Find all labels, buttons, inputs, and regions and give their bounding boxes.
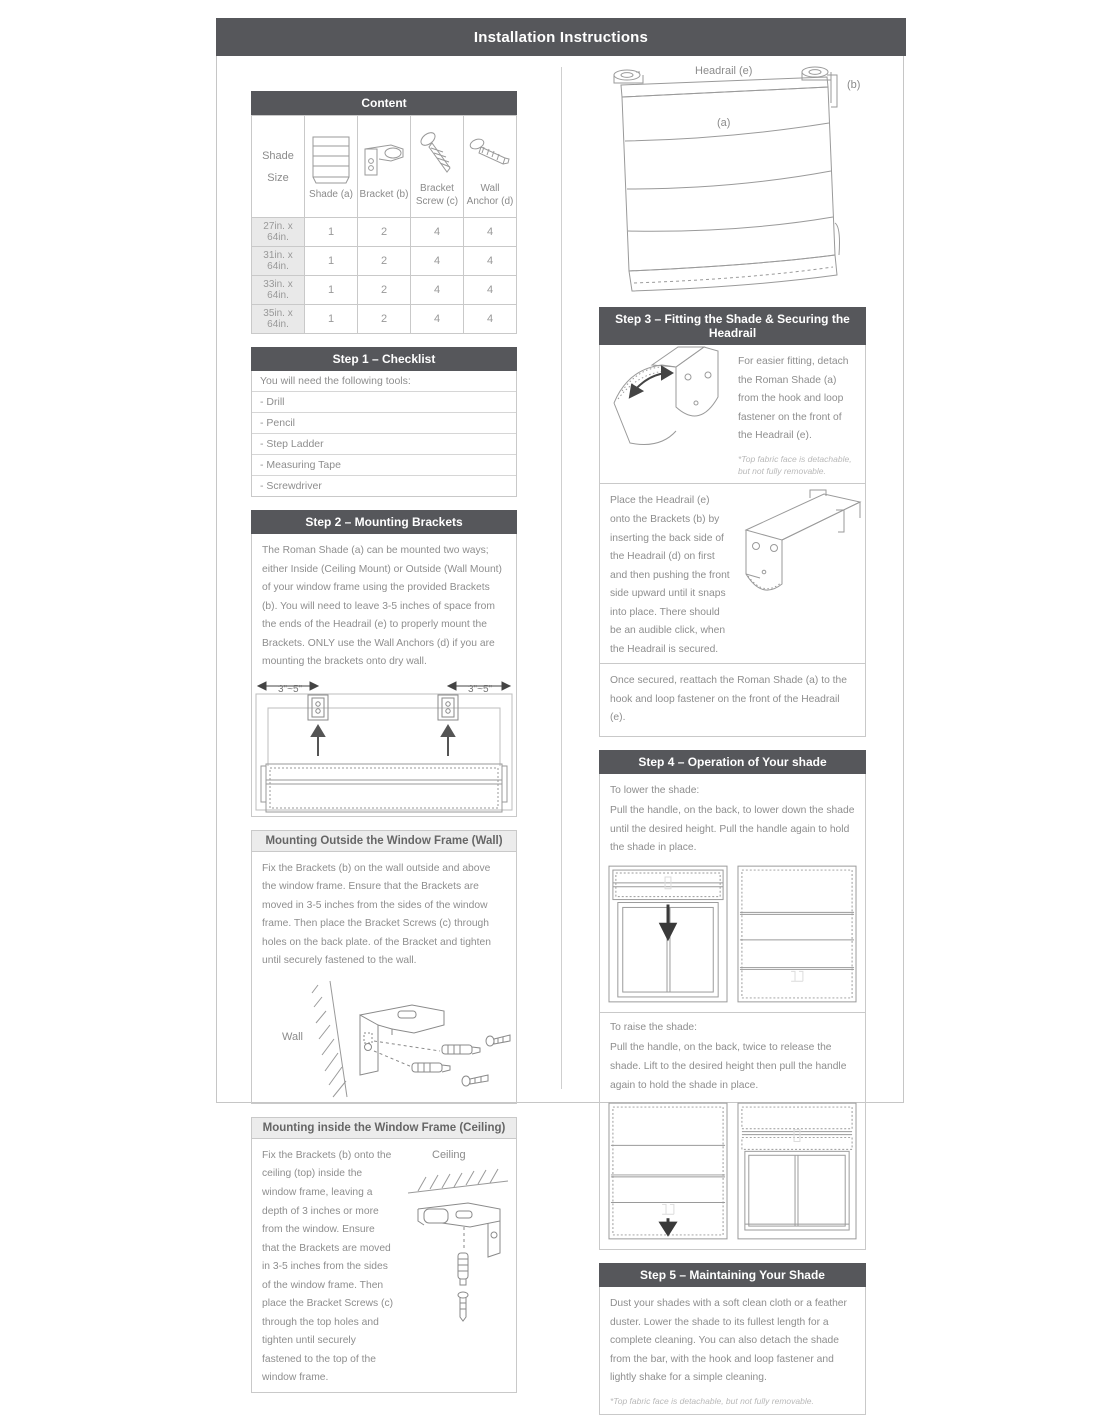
list-item: - Step Ladder [252,434,516,455]
qty-cell: 1 [305,276,358,305]
step3-box [599,345,866,737]
list-item: - Pencil [252,413,516,434]
step3-place-text: Place the Headrail (e) onto the Brackets (b) by inserting the back side of the Headrail (d) on first and then pushing the front side upward until it snaps into place. There should be an audible click, when the Headrail is secured. [610,495,730,655]
step3-detach-text-wrap [728,345,865,483]
row-size: 31in. x 64in. [252,247,305,276]
mount-ceiling-title: Mounting inside the Window Frame (Ceiling) [251,1117,517,1139]
step4-box [599,774,866,1250]
list-item: - Measuring Tape [252,455,516,476]
qty-cell: 1 [305,305,358,334]
step3-detach-row [600,345,865,484]
checklist-intro: You will need the following tools: [252,371,516,392]
window-shade-release-drawing [608,1101,728,1241]
bracket-b-label: (b) [847,79,861,91]
mount-ceiling-body: Fix the Brackets (b) onto the ceiling (top) inside the window frame, leaving a depth of 3 inches or more from the window. Ensure that the Brackets are moved in 3-5 inches from the sides of the window frame. Then place the Bracket Screws (c) through the top holes and tighten until securely fastened to the top of the window frame. [262,1149,394,1384]
content-section [251,91,517,334]
step1-section [251,347,517,497]
wall-label: Wall [282,1030,303,1043]
shade-a-label: (a) [717,117,731,129]
qty-cell: 4 [464,276,517,305]
ceiling-label: Ceiling [432,1148,466,1161]
right-column [599,59,866,1428]
step2-section [251,510,517,817]
content-col-screw [411,116,464,218]
ceiling-mount-diagram [404,1147,514,1325]
qty-cell: 2 [358,305,411,334]
qty-cell: 2 [358,247,411,276]
lower-diagrams [600,862,865,1012]
headrail-snap-drawing [740,488,865,618]
row-size: 27in. x 64in. [252,218,305,247]
content-section-title: Content [251,91,517,115]
detach-shade-drawing [600,345,728,453]
headrail-label: Headrail (e) [695,65,753,77]
table-row [252,305,517,334]
list-item: - Screwdriver [260,480,322,492]
column-divider [561,67,562,1089]
raise-diagrams [600,1099,865,1249]
step4-lower-heading: To lower the shade: [610,784,700,796]
content-table [251,115,517,334]
window-shade-lowering-drawing [608,864,728,1004]
content-col-anchor [464,116,517,218]
step3-title: Step 3 – Fitting the Shade & Securing the Headrail [599,307,866,345]
mount-wall-section [251,830,517,1104]
left-column [251,91,517,1406]
qty-cell: 4 [411,218,464,247]
content-col-shade-label: Shade (a) [309,189,353,201]
step4-title: Step 4 – Operation of Your shade [599,750,866,774]
qty-cell: 4 [411,305,464,334]
qty-cell: 1 [305,218,358,247]
window-shade-raised-drawing [737,1101,857,1241]
step1-checklist [251,371,517,497]
step3-place-row [600,484,865,664]
content-col-shade [305,116,358,218]
mount-wall-title: Mounting Outside the Window Frame (Wall) [251,830,517,852]
content-col-screw-label: Bracket Screw (c) [415,183,459,207]
table-row [252,218,517,247]
content-col-bracket-label: Bracket (b) [359,189,409,201]
step1-title: Step 1 – Checklist [251,347,517,371]
mount-ceiling-section [251,1117,517,1393]
ceiling-mount-drawing [404,1147,514,1325]
shade-overview-diagram [599,59,866,307]
step4-raise-text: Pull the handle, on the back, twice to release the shade. Lift to the desired height then pull the handle again to hold the shade in place. [610,1042,847,1091]
dim-right-label: 3"~5" [468,683,493,695]
mount-ceiling-box [251,1139,517,1393]
mount-wall-body: Fix the Brackets (b) on the wall outside and above the window frame. Ensure that the Brackets are moved in 3-5 inches from the sides of the window frame. Then place the Bracket Screws (c) through holes on the back plate. of the Bracket and tighten until securely fastened to the wall. [262,862,491,967]
step5-box [599,1287,866,1415]
step2-title: Step 2 – Mounting Brackets [251,510,517,534]
screw-icon [412,125,462,183]
qty-cell: 4 [464,247,517,276]
step2-body: The Roman Shade (a) can be mounted two ways; either Inside (Ceiling Mount) or Outside (Wall Mount) of your window frame using the provided Brackets (b). You will need to leave 3-5 inches of space from the ends of the Headrail (e) to properly mount the Brackets. ONLY use the Wall Anchors (d) if you are mounting the brackets onto dry wall. [262,545,502,668]
list-item: - Drill [252,392,516,413]
step3-secure-text: Once secured, reattach the Roman Shade (a) to the hook and loop fastener on the front of the Headrail (e). [610,675,847,724]
instruction-sheet [216,18,904,1406]
detach-shade-diagram [600,345,728,453]
qty-cell: 4 [411,247,464,276]
shade-overview-drawing [599,59,866,307]
step3-detach-text: For easier fitting, detach the Roman Shade (a) from the hook and loop fastener on the front of the Headrail (e). [738,356,849,442]
window-shade-lowered-drawing [737,864,857,1004]
table-row [252,276,517,305]
row-size: 33in. x 64in. [252,276,305,305]
qty-cell: 4 [411,276,464,305]
content-col-bracket [358,116,411,218]
step4-raise-heading: To raise the shade: [600,1012,865,1040]
step5-title: Step 5 – Maintaining Your Shade [599,1263,866,1287]
content-col-anchor-label: Wall Anchor (d) [466,183,514,207]
qty-cell: 2 [358,218,411,247]
qty-cell: 1 [305,247,358,276]
bracket-spacing-drawing [252,676,516,816]
step5-note: *Top fabric face is detachable, but not fully removable. [610,1395,814,1406]
step4-lower-text: Pull the handle, on the back, to lower down the shade until the desired height. Pull the handle again to hold the shade in place. [610,805,855,854]
qty-cell: 2 [358,276,411,305]
qty-cell: 4 [464,305,517,334]
headrail-snap-diagram [740,488,865,618]
bracket-icon [359,131,409,189]
dim-left-label: 3"~5" [278,683,303,695]
shade-icon [306,131,356,189]
anchor-icon [465,125,515,183]
mount-wall-box [251,852,517,1104]
step3-secure-row [600,664,865,736]
step2-diagram [252,676,516,816]
content-table-row-header: Shade Size [252,116,305,218]
step3-section [599,307,866,737]
step4-section [599,750,866,1250]
page-title: Installation Instructions [216,18,906,56]
qty-cell: 4 [464,218,517,247]
step3-detach-note: *Top fabric face is detachable, but not fully removable. [738,453,852,476]
step2-body-box [251,534,517,817]
row-size: 35in. x 64in. [252,305,305,334]
wall-mount-diagram [252,975,516,1103]
step5-body: Dust your shades with a soft clean cloth or a feather duster. Lower the shade to its fullest length for a complete cleaning. You can also detach the shade from the bar, with the hook and loop fastener and lightly shake for a simple cleaning. [610,1298,847,1384]
table-row [252,247,517,276]
step5-section [599,1263,866,1415]
